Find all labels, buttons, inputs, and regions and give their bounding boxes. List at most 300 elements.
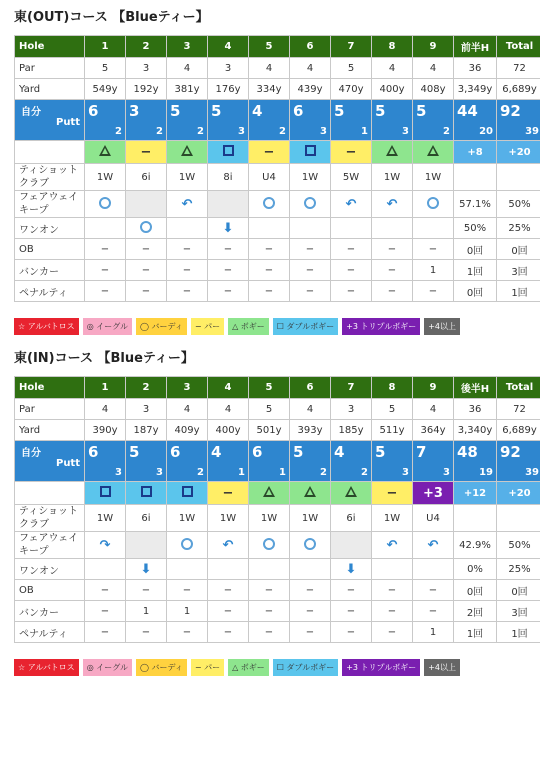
fairway-cell: [497, 191, 540, 218]
hole-number: 8: [372, 377, 413, 399]
putt-count: 2: [197, 467, 204, 478]
score-cell: [372, 100, 413, 141]
course-title: 東(IN)コース 【Blueティー】: [14, 351, 194, 366]
yard-value: 334y: [249, 79, 290, 100]
tee-club-value: 1W: [167, 505, 208, 532]
over-par-total: +20: [508, 146, 531, 158]
hole-number: 5: [249, 36, 290, 58]
bogey-triangle-icon: [304, 486, 316, 497]
putt-count: 1: [238, 467, 245, 478]
par-value: 5: [249, 399, 290, 420]
one-on-cell: [126, 218, 167, 239]
miss-left-arrow-icon: ↶: [386, 537, 398, 553]
over-par-text: +3: [423, 485, 443, 501]
score-cell: [85, 100, 126, 141]
putt-count: 3: [320, 126, 327, 137]
par-label: Par: [15, 58, 85, 79]
score-cell: [413, 441, 454, 482]
ob-value: −: [167, 580, 208, 601]
stroke-count: 4: [252, 102, 263, 120]
result-cell: [167, 141, 208, 164]
par-value: 4: [290, 399, 331, 420]
ob-value: −: [249, 239, 290, 260]
ob-value: −: [290, 239, 331, 260]
hole-number: 4: [208, 36, 249, 58]
result-cell: [290, 141, 331, 164]
result-cell: [208, 482, 249, 505]
putt-count: 1: [279, 467, 286, 478]
fairway-rate: 57.1%: [459, 198, 491, 210]
score-legend: [14, 318, 532, 335]
score-cell: [413, 100, 454, 141]
one-on-cell: [413, 559, 454, 580]
double-bogey-square-icon: [223, 145, 234, 156]
fairway-row: [15, 532, 540, 559]
hole-number: 6: [290, 377, 331, 399]
yard-value: 393y: [290, 420, 331, 441]
tee-club-value: 1W: [85, 505, 126, 532]
penalty-value: −: [167, 622, 208, 643]
hole-number: 7: [331, 377, 372, 399]
par-dash-icon: −: [140, 144, 152, 160]
legend-eagle: ◎ イーグル: [83, 659, 132, 676]
penalty-value: −: [126, 281, 167, 302]
result-cell: [454, 141, 497, 164]
fairway-cell: [454, 532, 497, 559]
legend-four-plus: +4以上: [424, 659, 460, 676]
yard-row: [15, 420, 540, 441]
ob-value: −: [372, 239, 413, 260]
bunker-value: −: [85, 260, 126, 281]
tee-club-label: ティショット クラブ: [15, 505, 85, 532]
fairway-rate: 42.9%: [459, 539, 491, 551]
hole-number: 7: [331, 36, 372, 58]
result-cell: [372, 141, 413, 164]
penalty-value: −: [372, 622, 413, 643]
par-dash-icon: −: [345, 144, 357, 160]
yard-label: Yard: [15, 79, 85, 100]
stroke-count: 6: [170, 443, 181, 461]
bogey-triangle-icon: [99, 145, 111, 156]
legend-double-bogey: ☐ ダブルボギー: [273, 659, 338, 676]
player-label: 自分: [21, 448, 41, 459]
tee-club-value: [497, 164, 540, 191]
putt-count: 39: [525, 126, 539, 137]
short-arrow-down-icon: ⬇: [345, 561, 357, 577]
one-on-cell: [331, 559, 372, 580]
penalty-value: −: [85, 622, 126, 643]
ob-label: OB: [15, 580, 85, 601]
yard-value: 3,349y: [454, 79, 497, 100]
yard-value: 511y: [372, 420, 413, 441]
ob-value: −: [85, 239, 126, 260]
penalty-value: 0回: [454, 281, 497, 302]
par-value: 4: [208, 399, 249, 420]
one-on-cell: [454, 218, 497, 239]
legend-triple-bogey: +3 トリプルボギー: [342, 318, 420, 335]
putt-count: 3: [238, 126, 245, 137]
result-row: [15, 141, 540, 164]
par-value: 4: [290, 58, 331, 79]
penalty-value: −: [413, 281, 454, 302]
result-cell: [331, 141, 372, 164]
one-on-cell: [290, 559, 331, 580]
score-cell: [208, 100, 249, 141]
tee-club-value: 8i: [208, 164, 249, 191]
one-on-cell: [85, 559, 126, 580]
ob-value: 0回: [497, 239, 540, 260]
tee-club-value: [454, 164, 497, 191]
tee-club-value: 1W: [372, 505, 413, 532]
double-bogey-square-icon: [182, 486, 193, 497]
legend-bogey: △ ボギー: [228, 659, 269, 676]
score-cell: [497, 100, 540, 141]
result-label: [15, 141, 85, 164]
penalty-value: 1回: [497, 281, 540, 302]
bunker-row: [15, 601, 540, 622]
fairway-cell: [290, 191, 331, 218]
yard-value: 3,340y: [454, 420, 497, 441]
one-on-cell: [208, 218, 249, 239]
fairway-cell: [167, 532, 208, 559]
par-row: [15, 399, 540, 420]
tee-club-label: ティショット クラブ: [15, 164, 85, 191]
putt-count: 3: [443, 467, 450, 478]
score-cell: [454, 100, 497, 141]
par-value: 4: [167, 399, 208, 420]
penalty-value: −: [249, 281, 290, 302]
stroke-count: 6: [88, 102, 99, 120]
miss-left-arrow-icon: ↶: [222, 537, 234, 553]
yard-value: 381y: [167, 79, 208, 100]
fairway-hit-icon: [427, 197, 439, 209]
fairway-hit-icon: [181, 538, 193, 550]
stroke-count: 7: [416, 443, 427, 461]
putt-count: 3: [402, 126, 409, 137]
tee-club-value: 1W: [372, 164, 413, 191]
stroke-count: 5: [416, 102, 427, 120]
fairway-hit-icon: [99, 197, 111, 209]
par-value: 72: [497, 399, 540, 420]
score-cell: [290, 100, 331, 141]
fairway-cell: [331, 532, 372, 559]
score-legend: [14, 659, 532, 676]
par-dash-icon: −: [222, 485, 234, 501]
hole-number: 前半H: [454, 36, 497, 58]
bunker-value: −: [331, 601, 372, 622]
yard-value: 470y: [331, 79, 372, 100]
ob-value: 0回: [497, 580, 540, 601]
hole-number: 5: [249, 377, 290, 399]
hole-number: 1: [85, 377, 126, 399]
one-on-rate: 0%: [467, 563, 483, 575]
par-value: 72: [497, 58, 540, 79]
score-cell: [167, 100, 208, 141]
bunker-value: −: [126, 260, 167, 281]
bunker-value: 1: [126, 601, 167, 622]
one-on-cell: [372, 218, 413, 239]
putt-count: 1: [361, 126, 368, 137]
penalty-value: −: [290, 281, 331, 302]
putt-count: 39: [525, 467, 539, 478]
tee-club-value: 6i: [331, 505, 372, 532]
stroke-count: 44: [457, 102, 478, 120]
yard-value: 185y: [331, 420, 372, 441]
tee-club-value: U4: [249, 164, 290, 191]
putt-count: 2: [361, 467, 368, 478]
legend-bogey: △ ボギー: [228, 318, 269, 335]
stroke-count: 5: [375, 443, 386, 461]
stroke-count: 6: [252, 443, 263, 461]
ob-value: −: [167, 239, 208, 260]
one-on-cell: [290, 218, 331, 239]
bogey-triangle-icon: [427, 145, 439, 156]
player-label: 自分: [21, 107, 41, 118]
one-on-label: ワンオン: [15, 559, 85, 580]
one-on-cell: [249, 218, 290, 239]
penalty-value: −: [331, 281, 372, 302]
ob-value: −: [126, 239, 167, 260]
tee-club-value: 1W: [85, 164, 126, 191]
par-value: 4: [249, 58, 290, 79]
fairway-cell: [372, 532, 413, 559]
stroke-count: 5: [170, 102, 181, 120]
fairway-cell: [454, 191, 497, 218]
yard-value: 400y: [208, 420, 249, 441]
my-score-label: [15, 100, 85, 141]
bunker-label: バンカー: [15, 260, 85, 281]
putt-label: Putt: [55, 117, 80, 128]
stroke-count: 5: [334, 102, 345, 120]
my-score-row: [15, 100, 540, 141]
score-cell: [497, 441, 540, 482]
fairway-cell: [331, 191, 372, 218]
legend-four-plus: +4以上: [424, 318, 460, 335]
stroke-count: 5: [375, 102, 386, 120]
score-cell: [85, 441, 126, 482]
result-cell: [167, 482, 208, 505]
yard-value: 6,689y: [497, 420, 540, 441]
ob-value: 0回: [454, 580, 497, 601]
bogey-triangle-icon: [386, 145, 398, 156]
legend-eagle: ◎ イーグル: [83, 318, 132, 335]
stroke-count: 3: [129, 102, 140, 120]
miss-left-arrow-icon: ↶: [345, 196, 357, 212]
short-arrow-down-icon: ⬇: [222, 220, 234, 236]
yard-value: 176y: [208, 79, 249, 100]
result-label: [15, 482, 85, 505]
tee-club-value: 6i: [126, 164, 167, 191]
penalty-row: [15, 281, 540, 302]
hole-number: 4: [208, 377, 249, 399]
par-value: 3: [126, 58, 167, 79]
par-value: 36: [454, 399, 497, 420]
putt-count: 2: [156, 126, 163, 137]
putt-count: 2: [279, 126, 286, 137]
penalty-value: 1回: [454, 622, 497, 643]
double-bogey-square-icon: [141, 486, 152, 497]
yard-value: 6,689y: [497, 79, 540, 100]
ob-value: −: [331, 580, 372, 601]
par-dash-icon: −: [263, 144, 275, 160]
score-cell: [331, 441, 372, 482]
ob-row: [15, 580, 540, 601]
fairway-cell: [85, 532, 126, 559]
tee-club-row: [15, 164, 540, 191]
one-on-row: [15, 559, 540, 580]
legend-birdie: ◯ バーディ: [136, 659, 187, 676]
par-value: 3: [126, 399, 167, 420]
bunker-value: 1: [413, 260, 454, 281]
one-on-cell: [331, 218, 372, 239]
over-par-total: +20: [508, 487, 531, 499]
score-cell: [249, 441, 290, 482]
stroke-count: 92: [500, 102, 521, 120]
hole-number: 3: [167, 377, 208, 399]
result-cell: [331, 482, 372, 505]
yard-value: 409y: [167, 420, 208, 441]
penalty-value: −: [208, 622, 249, 643]
penalty-label: ペナルティ: [15, 281, 85, 302]
fairway-cell: [249, 532, 290, 559]
hole-number: 9: [413, 36, 454, 58]
penalty-row: [15, 622, 540, 643]
par-value: 4: [167, 58, 208, 79]
short-arrow-down-icon: ⬇: [140, 561, 152, 577]
putt-count: 19: [479, 467, 493, 478]
bunker-value: 2回: [454, 601, 497, 622]
hole-number: Total: [497, 377, 540, 399]
result-cell: [249, 482, 290, 505]
ob-value: −: [413, 580, 454, 601]
one-on-cell: [413, 218, 454, 239]
tee-club-value: 1W: [290, 164, 331, 191]
green-hit-icon: [140, 221, 152, 233]
bunker-value: −: [372, 260, 413, 281]
scorecard-table: [14, 35, 540, 302]
bunker-value: 3回: [497, 601, 540, 622]
hole-number: 6: [290, 36, 331, 58]
fairway-cell: [167, 191, 208, 218]
ob-value: −: [208, 580, 249, 601]
hole-number: 2: [126, 36, 167, 58]
par-label: Par: [15, 399, 85, 420]
bunker-value: −: [249, 601, 290, 622]
penalty-value: 1: [413, 622, 454, 643]
fairway-cell: [413, 532, 454, 559]
stroke-count: 48: [457, 443, 478, 461]
score-cell: [126, 100, 167, 141]
putt-count: 2: [197, 126, 204, 137]
bunker-row: [15, 260, 540, 281]
result-cell: [497, 141, 540, 164]
one-on-cell: [497, 218, 540, 239]
bunker-value: −: [372, 601, 413, 622]
legend-par: − パー: [191, 318, 224, 335]
penalty-value: −: [290, 622, 331, 643]
penalty-value: −: [249, 622, 290, 643]
par-value: 4: [85, 399, 126, 420]
one-on-cell: [372, 559, 413, 580]
fairway-row: [15, 191, 540, 218]
result-cell: [413, 482, 454, 505]
score-cell: [290, 441, 331, 482]
penalty-value: 1回: [497, 622, 540, 643]
ob-value: 0回: [454, 239, 497, 260]
score-cell: [372, 441, 413, 482]
ob-value: −: [413, 239, 454, 260]
tee-club-value: [497, 505, 540, 532]
fairway-cell: [413, 191, 454, 218]
fairway-hit-icon: [263, 197, 275, 209]
header-row: [15, 36, 540, 58]
result-cell: [249, 141, 290, 164]
score-cell: [208, 441, 249, 482]
hole-number: 1: [85, 36, 126, 58]
fairway-cell: [372, 191, 413, 218]
bunker-value: −: [331, 260, 372, 281]
hole-label: Hole: [15, 377, 85, 399]
bunker-value: −: [290, 260, 331, 281]
par-value: 4: [372, 58, 413, 79]
ob-value: −: [208, 239, 249, 260]
one-on-row: [15, 218, 540, 239]
hole-label: Hole: [15, 36, 85, 58]
result-cell: [85, 482, 126, 505]
fairway-rate: 50%: [508, 539, 531, 551]
result-cell: [413, 141, 454, 164]
over-par-total: +8: [467, 146, 483, 158]
fairway-cell: [126, 191, 167, 218]
ob-label: OB: [15, 239, 85, 260]
one-on-cell: [208, 559, 249, 580]
yard-value: 400y: [372, 79, 413, 100]
stroke-count: 5: [129, 443, 140, 461]
result-row: [15, 482, 540, 505]
tee-club-value: 1W: [208, 505, 249, 532]
tee-club-value: 6i: [126, 505, 167, 532]
tee-club-value: 1W: [290, 505, 331, 532]
ob-row: [15, 239, 540, 260]
result-cell: [290, 482, 331, 505]
putt-count: 3: [115, 467, 122, 478]
miss-left-arrow-icon: ↶: [181, 196, 193, 212]
bunker-value: −: [85, 601, 126, 622]
tee-club-value: 1W: [249, 505, 290, 532]
putt-count: 2: [115, 126, 122, 137]
result-cell: [85, 141, 126, 164]
fairway-cell: [208, 532, 249, 559]
one-on-rate: 25%: [508, 563, 531, 575]
yard-value: 408y: [413, 79, 454, 100]
penalty-value: −: [331, 622, 372, 643]
yard-row: [15, 79, 540, 100]
bogey-triangle-icon: [345, 486, 357, 497]
fairway-cell: [497, 532, 540, 559]
fairway-hit-icon: [263, 538, 275, 550]
bunker-value: −: [413, 601, 454, 622]
header-row: [15, 377, 540, 399]
ob-value: −: [249, 580, 290, 601]
legend-par: − パー: [191, 659, 224, 676]
hole-number: Total: [497, 36, 540, 58]
my-score-label: [15, 441, 85, 482]
one-on-cell: [167, 559, 208, 580]
one-on-label: ワンオン: [15, 218, 85, 239]
bunker-value: −: [167, 260, 208, 281]
tee-club-value: 1W: [167, 164, 208, 191]
tee-club-value: 5W: [331, 164, 372, 191]
